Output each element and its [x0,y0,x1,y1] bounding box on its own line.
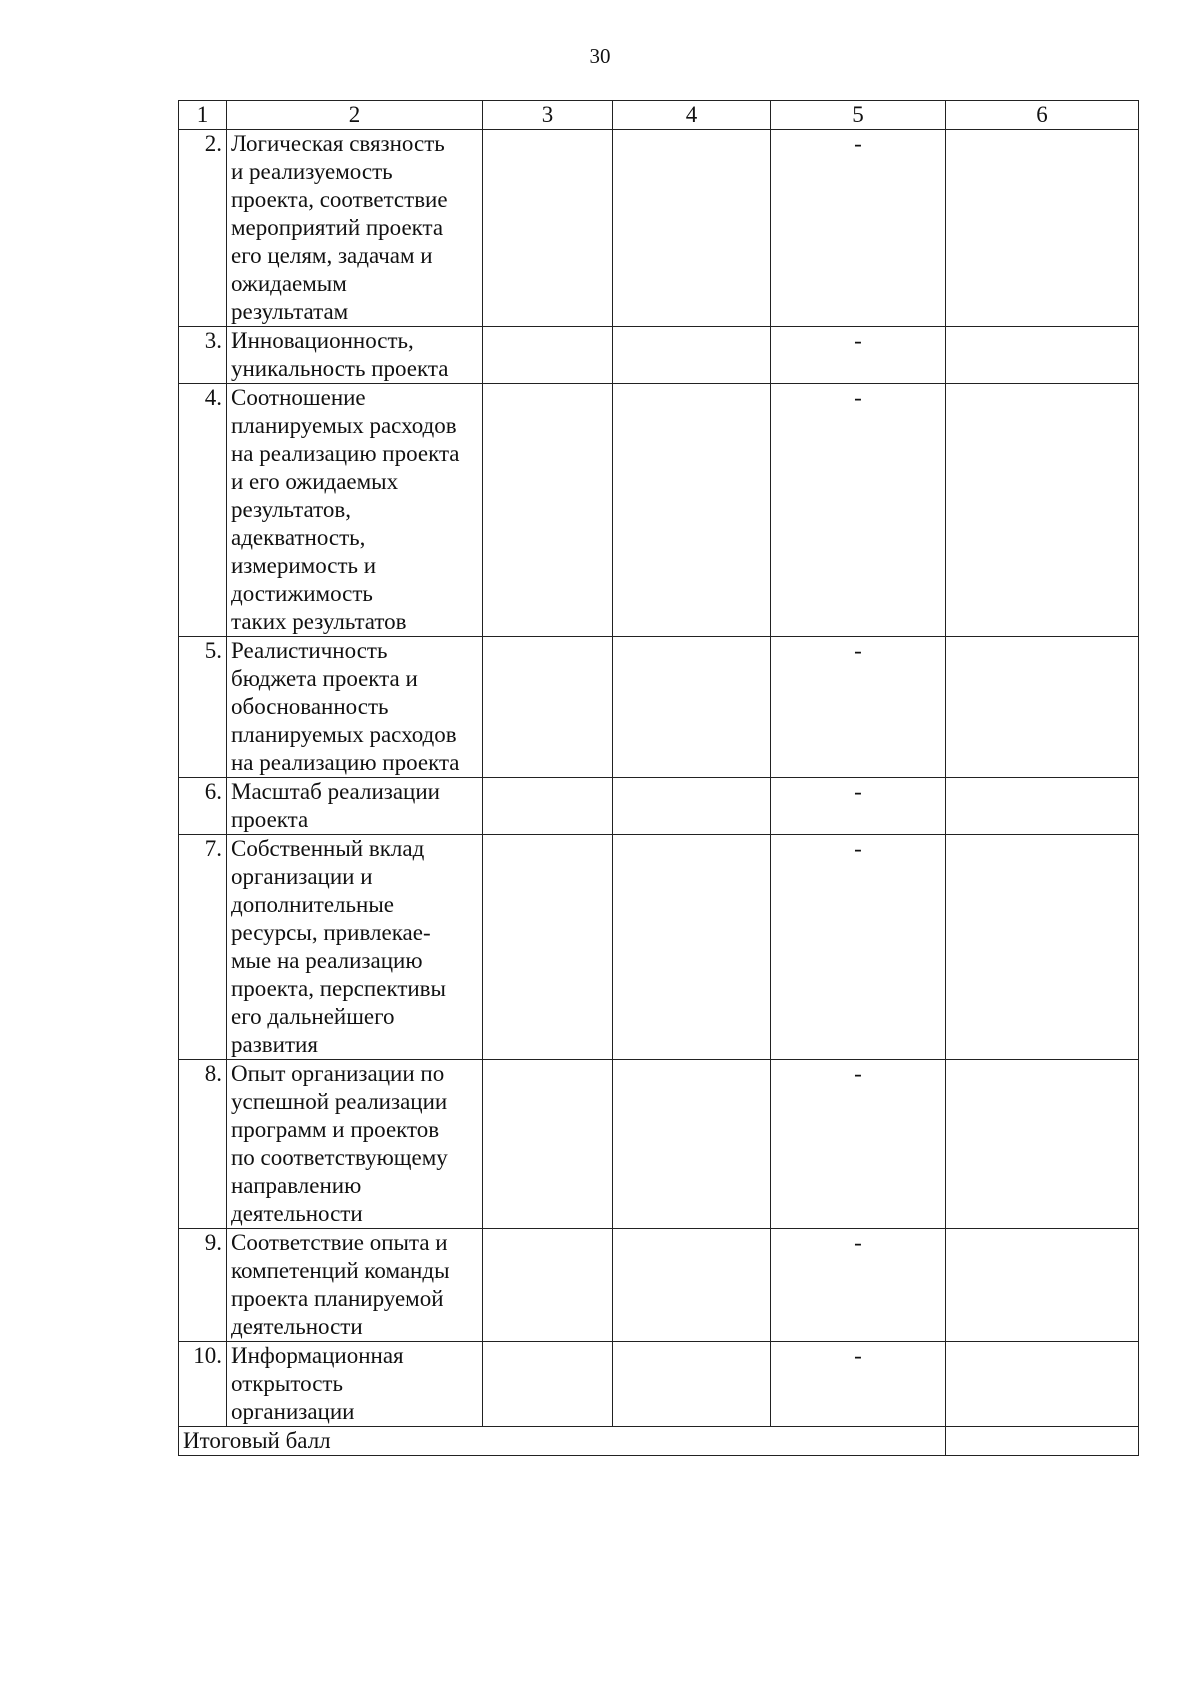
criterion-line: Инновационность, [231,328,414,353]
empty-cell-col3 [483,835,613,1060]
criterion-line: Опыт организации по [231,1061,445,1086]
column-header-1: 1 [179,101,227,130]
criterion-line: Собственный вклад [231,836,425,861]
empty-cell-col3 [483,1060,613,1229]
table-row [179,1342,1139,1427]
criterion-line: Соотношение [231,385,366,410]
table-row [179,1060,1139,1229]
column-5-value: - [771,384,946,637]
row-number: 3. [179,327,227,384]
table-row [179,778,1139,835]
empty-cell-col4 [613,1342,771,1427]
empty-cell-col4 [613,1229,771,1342]
row-number: 9. [179,1229,227,1342]
empty-cell-col6 [946,1060,1139,1229]
total-row [179,1427,1139,1456]
criterion-line: проекта, перспективы [231,976,446,1001]
empty-cell-col4 [613,384,771,637]
criterion-line: компетенций команды [231,1258,450,1283]
criterion-line: уникальность проекта [231,356,449,381]
criterion-line: обоснованность [231,694,389,719]
column-5-value: - [771,130,946,327]
column-header-6: 6 [946,101,1139,130]
criterion-line: планируемых расходов [231,722,457,747]
criterion-line: и реализуемость [231,159,393,184]
criterion-line: планируемых расходов [231,413,457,438]
empty-cell-col4 [613,130,771,327]
column-5-value: - [771,327,946,384]
empty-cell-col6 [946,1229,1139,1342]
column-5-value: - [771,637,946,778]
row-number: 10. [179,1342,227,1427]
total-score-label: Итоговый балл [179,1427,946,1456]
criterion-line: проекта планируемой [231,1286,444,1311]
empty-cell-col6 [946,1342,1139,1427]
criterion-line: Логическая связность [231,131,445,156]
column-header-5: 5 [771,101,946,130]
empty-cell-col6 [946,327,1139,384]
criterion-line: и его ожидаемых [231,469,399,494]
column-5-value: - [771,1060,946,1229]
criterion-text [227,130,483,327]
criterion-line: его целям, задачам и [231,243,433,268]
empty-cell-col4 [613,1060,771,1229]
criterion-line: по соответствующему [231,1145,448,1170]
empty-cell-col6 [946,130,1139,327]
row-number: 7. [179,835,227,1060]
criterion-line: ресурсы, привлекае- [231,920,431,945]
criterion-text [227,1060,483,1229]
criterion-line: проекта, соответствие [231,187,448,212]
criterion-line: результатов, [231,497,351,522]
empty-cell-col4 [613,778,771,835]
criterion-line: открытость [231,1371,343,1396]
column-header-3: 3 [483,101,613,130]
empty-cell-col3 [483,384,613,637]
criterion-text [227,327,483,384]
page-number: 30 [589,44,611,68]
total-score-cell [946,1427,1139,1456]
criterion-line: направлению [231,1173,362,1198]
criterion-line: на реализацию проекта [231,750,460,775]
column-5-value: - [771,1342,946,1427]
empty-cell-col3 [483,1229,613,1342]
empty-cell-col3 [483,130,613,327]
criterion-line: мероприятий проекта [231,215,444,240]
row-number: 8. [179,1060,227,1229]
criterion-text [227,835,483,1060]
criterion-text [227,1342,483,1427]
table-header-row [179,101,1139,130]
criterion-text [227,778,483,835]
empty-cell-col4 [613,327,771,384]
empty-cell-col3 [483,327,613,384]
empty-cell-col3 [483,637,613,778]
criterion-line: организации и [231,864,373,889]
criterion-line: Реалистичность [231,638,388,663]
criterion-line: организации [231,1399,355,1424]
criterion-line: дополнительные [231,892,394,917]
table-row [179,637,1139,778]
criterion-line: его дальнейшего [231,1004,395,1029]
table-row [179,130,1139,327]
table-body [179,130,1139,1427]
criterion-line: Соответствие опыта и [231,1230,448,1255]
criterion-line: адекватность, [231,525,366,550]
criterion-line: ожидаемым [231,271,347,296]
criterion-line: деятельности [231,1201,363,1226]
empty-cell-col6 [946,835,1139,1060]
column-header-2: 2 [227,101,483,130]
table-row [179,384,1139,637]
criterion-line: достижимость [231,581,373,606]
criterion-line: проекта [231,807,309,832]
criterion-text [227,637,483,778]
criterion-line: мые на реализацию [231,948,423,973]
row-number: 6. [179,778,227,835]
column-5-value: - [771,835,946,1060]
row-number: 2. [179,130,227,327]
empty-cell-col6 [946,778,1139,835]
criterion-line: развития [231,1032,318,1057]
empty-cell-col6 [946,637,1139,778]
criterion-line: деятельности [231,1314,363,1339]
criterion-line: Масштаб реализации [231,779,440,804]
table-row [179,1229,1139,1342]
criterion-line: на реализацию проекта [231,441,460,466]
evaluation-criteria-table [178,100,1139,1456]
criterion-line: успешной реализации [231,1089,448,1114]
criterion-text [227,384,483,637]
empty-cell-col6 [946,384,1139,637]
column-5-value: - [771,1229,946,1342]
empty-cell-col3 [483,778,613,835]
empty-cell-col4 [613,637,771,778]
empty-cell-col3 [483,1342,613,1427]
criterion-line: измеримость и [231,553,377,578]
criterion-line: таких результатов [231,609,407,634]
criterion-line: бюджета проекта и [231,666,418,691]
table-row [179,327,1139,384]
criterion-line: Информационная [231,1343,404,1368]
table-row [179,835,1139,1060]
criterion-text [227,1229,483,1342]
row-number: 4. [179,384,227,637]
criterion-line: результатам [231,299,349,324]
row-number: 5. [179,637,227,778]
column-5-value: - [771,778,946,835]
criterion-line: программ и проектов [231,1117,440,1142]
column-header-4: 4 [613,101,771,130]
empty-cell-col4 [613,835,771,1060]
